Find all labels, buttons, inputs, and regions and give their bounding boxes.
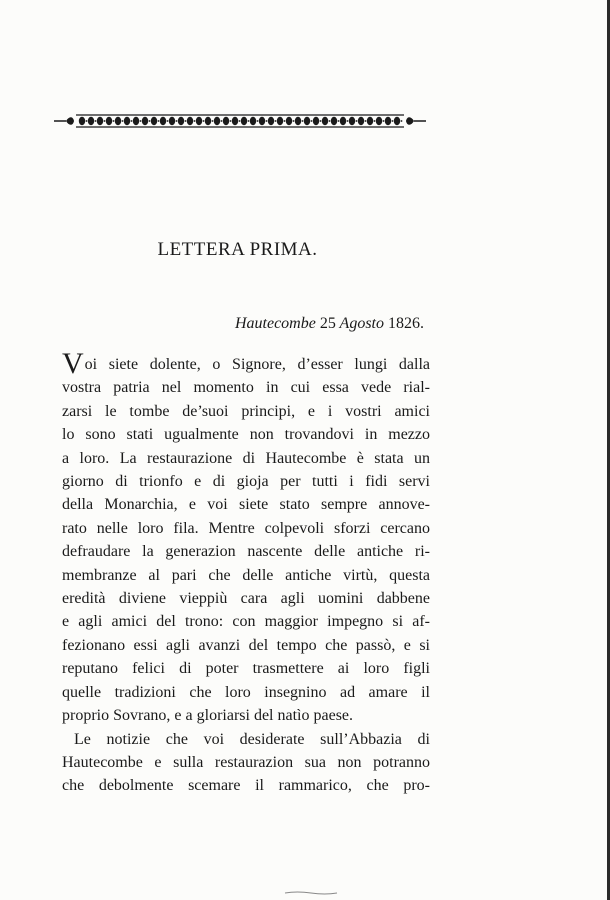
letter-title: LETTERA PRIMA. — [157, 239, 318, 260]
paragraph-1-line: reputano felici di poter trasmettere ai loro figli — [62, 660, 430, 678]
paragraph-1-line: a loro. La restaurazione di Hautecombe è stata un — [62, 449, 430, 467]
dateline-year: 1826. — [388, 315, 424, 332]
paragraph-1-line: lo sono stati ugualmente non trovandovi in mezzo — [62, 426, 430, 444]
dateline — [235, 315, 424, 333]
paragraph-1-line: rato nelle loro fila. Mentre colpevoli sforzi cercano — [62, 519, 430, 537]
page-smudge-mark — [283, 891, 339, 895]
paragraph-1-line: defraudare la generazion nascente delle antiche ri- — [62, 543, 430, 561]
paragraph-1-line: zarsi le tombe de’suoi principi, e i vostri amici — [62, 402, 430, 420]
paragraph-1-line: giorno di trionfo e di gioja per tutti i fidi servi — [62, 473, 430, 491]
paragraph-2-line: Hautecombe e sulla restaurazion sua non potranno — [62, 753, 430, 771]
paragraph-2-line: Le notizie che voi desiderate sull’Abbazia di — [74, 730, 430, 748]
paragraph-1-line: eredità diviene vieppiù cara agli uomini dabbene — [62, 590, 430, 608]
paragraph-1-line: proprio Sovrano, e a gloriarsi del natìo paese. — [62, 707, 354, 725]
paragraph-1-line: e agli amici del trono: con maggior impegno si af- — [62, 613, 430, 631]
paragraph-1-line: quelle tradizioni che loro insegnino ad amare il — [62, 683, 430, 701]
paragraph-1-line: della Monarchia, e voi siete stato sempre annove- — [62, 496, 430, 514]
ornamental-rule-icon — [52, 110, 428, 132]
paragraph-1-line-1 — [62, 347, 430, 380]
dateline-place: Hautecombe — [234, 315, 316, 332]
drop-cap: V — [62, 347, 84, 380]
paragraph-1-line-1-text: oi siete dolente, o Signore, d’esser lungi dalla — [84, 356, 430, 373]
paragraph-1-line: membranze al pari che delle antiche virtù, questa — [62, 566, 430, 584]
dateline-day: 25 — [319, 315, 336, 332]
paragraph-1-line: fezionano essi agli avanzi del tempo che passò, e si — [62, 636, 430, 654]
paragraph-1-line: vostra patria nel momento in cui essa vede rial- — [62, 379, 430, 397]
dateline-month: Agosto — [339, 315, 384, 332]
paragraph-2-line: che debolmente scemare il rammarico, che pro- — [62, 777, 430, 795]
letter-body — [62, 347, 430, 798]
